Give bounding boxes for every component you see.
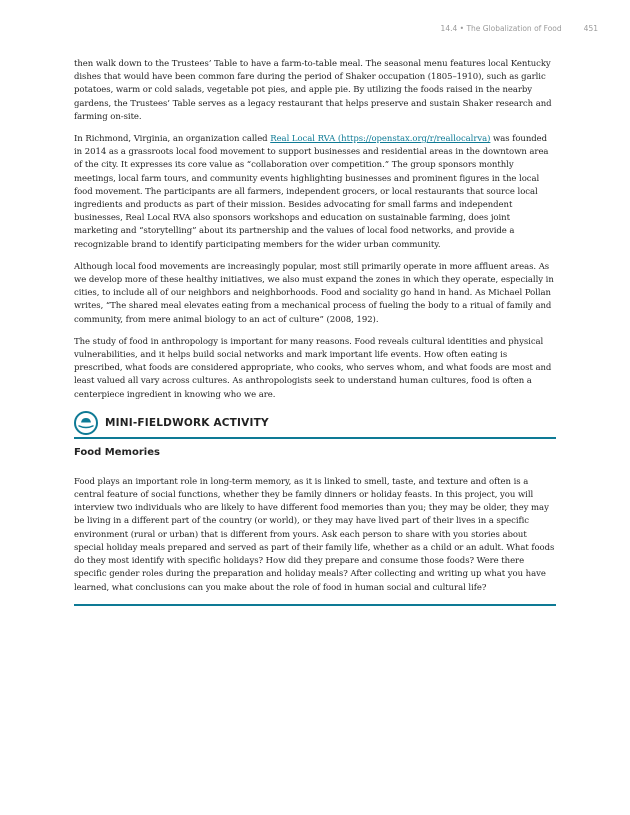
explorer-hat-icon [74, 411, 98, 435]
running-header [441, 24, 598, 33]
fieldwork-activity-title: MINI-FIELDWORK ACTIVITY [105, 416, 269, 429]
paragraph-shaker: then walk down to the Trustees’ Table to have a farm-to-table meal. The seasonal menu features local Kentucky dishes that would have been common fare during the period of Shaker occupation (1805–1910), such as garlic potatoes, warm or cold salads, vegetable pot pies, and apple pie. By utilizing the foods raised in the nearby gardens, the Trustees’ Table serves as a legacy restaurant that helps preserve and sustain Shaker research and farming on-site. [74, 59, 552, 122]
paragraph-local-food-movements: Although local food movements are increasingly popular, most still primarily operate in more affluent areas. As we develop more of these healthy initiatives, we also must expand the zones in which they operate, especially in cities, to include all of our neighbors and neighborhoods. Food and sociality go hand in hand. As Michael Pollan writes, “The shared meal elevates eating from a mechanical process of fueling the body to a ritual of family and community, from mere animal biology to an act of culture” (2008, 192). [74, 261, 554, 325]
page-content [74, 58, 556, 606]
fieldwork-activity-header [74, 411, 556, 439]
section-title: 14.4 • The Globalization of Food [440, 24, 562, 33]
paragraph-real-local-rva: In Richmond, Virginia, an organization called Real Local RVA (https://openstax.org/r/reallocalrva) was founded in 2014 as a grassroots local food movement to support businesses and residential areas in the downtown area of the city. It expresses its core value as “collaboration over competition.” The group sponsors monthly meetings, local farm tours, and community events highlighting businesses and prominent figures in the local food movement. The participants are all farmers, independent grocers, or local restaurants that source local ingredients and products as part of their mission. Besides advocating for small farms and independent businesses, Real Local RVA also sponsors workshops and education on sustainable farming, does joint marketing and “storytelling” about its partnership and the values of local food networks, and provide a recognizable brand to identify participating members for the wider urban community. [74, 134, 549, 250]
fieldwork-activity-bottom-rule [74, 604, 556, 606]
paragraph-food-anthropology: The study of food in anthropology is important for many reasons. Food reveals cultural identities and physical vulnerabilities, and it helps build social networks and mark important life events. How often eating is prescribed, what foods are considered appropriate, who cooks, who serves whom, and what foods are most and least valued all vary across cultures. As anthropologists seek to understand human cultures, food is often a centerpiece ingredient in knowing who we are. [74, 336, 552, 400]
fieldwork-activity-text: Food plays an important role in long-term memory, as it is linked to smell, taste, and texture and often is a central feature of social functions, whether they be family dinners or holiday feasts. In this project, you will interview two individuals who are likely to have different food memories than you; they may be older, they may be living in a different part of the country (or world), or they may have lived part of their lives in a specific environment (rural or urban) that is different from yours. Ask each person to share with you stories about special holiday meals prepared and served as part of their family life, whether as a child or an adult. What foods do they most identify with specific holidays? How did they prepare and consume those foods? Were there specific gender roles during the preparation and holiday meals? After collecting and writing up what you have learned, what conclusions can you make about the role of food in human social and cultural life? [74, 476, 555, 593]
page-number: 451 [583, 24, 598, 33]
real-local-rva-link[interactable]: Real Local RVA (https://openstax.org/r/reallocalrva) [270, 134, 491, 145]
fieldwork-activity-subtitle: Food Memories [74, 446, 160, 458]
